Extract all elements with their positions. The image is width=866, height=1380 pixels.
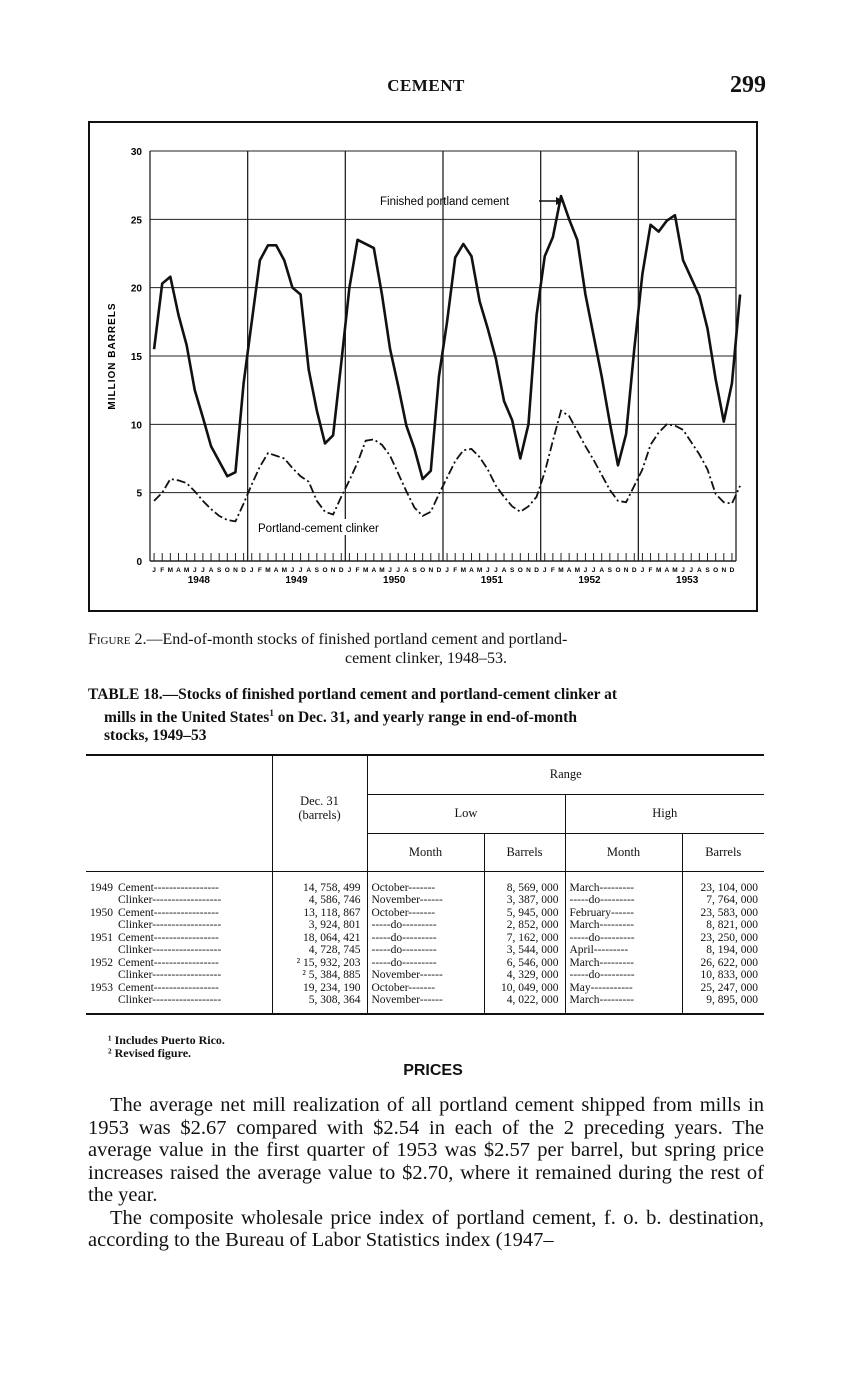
dec31-value: ² 15, 932, 203 (272, 957, 367, 970)
figure-label: Figure (88, 631, 131, 648)
month-tick-label: A (697, 567, 702, 574)
month-tick-label: F (257, 567, 262, 574)
row-year: 1950 (90, 906, 113, 919)
month-tick-label: N (721, 567, 727, 574)
paragraph-2: The composite wholesale price index of portland cement, f. o. b. destination, according to the Bureau of Labor Statistics index (1947– (88, 1206, 764, 1251)
table-title-line2 (88, 704, 764, 727)
low-month: -----do--------- (367, 957, 484, 970)
month-tick-label: J (583, 567, 588, 574)
low-barrels: 5, 945, 000 (484, 907, 565, 920)
month-tick-label: A (599, 567, 605, 574)
row-label (86, 969, 272, 982)
stocks-line-chart (90, 123, 756, 610)
paragraph-1: The average net mill realization of all portland cement shipped from mills in 1953 was $2.67 compared with $2.54 in each of the 2 preceding years. The average value in the first quarter of 1953 was $2.57 per barrel, but spring price increases raised the average value to $2.70, where it remained during the rest of the year. (88, 1094, 764, 1206)
leader-dots: ----------------- (153, 881, 219, 894)
table-row (86, 919, 764, 932)
row-year: 1951 (90, 931, 113, 944)
annotation-finished-cement: Finished portland cement (380, 196, 510, 208)
month-tick-label: S (705, 567, 710, 574)
month-tick-label: J (689, 567, 694, 574)
footnote-2: ² Revised figure. (108, 1046, 192, 1060)
running-head (86, 72, 766, 102)
high-month: March--------- (565, 957, 682, 970)
month-tick-label: J (249, 567, 254, 574)
high-barrels-header: Barrels (682, 833, 764, 872)
month-tick-label: M (672, 567, 678, 574)
month-tick-label: O (713, 567, 719, 574)
month-tick-label: J (152, 567, 156, 574)
series-line-clinker (154, 411, 740, 522)
row-label (86, 944, 272, 957)
month-tick-label: N (330, 567, 336, 574)
month-tick-label: F (355, 567, 360, 574)
month-tick-label: A (306, 567, 312, 574)
month-tick-label: N (233, 567, 238, 574)
year-label: 1951 (480, 575, 503, 586)
footnotes (108, 1034, 225, 1060)
month-tick-label: M (362, 567, 369, 574)
low-barrels: 3, 544, 000 (484, 944, 565, 957)
low-month: October------- (367, 882, 484, 895)
month-tick-label: J (681, 567, 685, 574)
leader-dots: ----------------- (153, 981, 219, 994)
row-year: 1952 (90, 956, 113, 969)
row-kind: Clinker (118, 994, 153, 1006)
month-tick-label: A (566, 567, 572, 574)
y-tick-label: 0 (136, 557, 142, 568)
month-tick-label: F (648, 567, 653, 574)
figure-caption-text: 2.—End-of-month stocks of finished portland cement and portland- (130, 631, 568, 648)
month-tick-label: J (388, 567, 392, 574)
dec31-value: 4, 586, 746 (272, 894, 367, 907)
row-kind: Cement (118, 956, 154, 969)
month-tick-label: N (526, 567, 531, 574)
low-month: November------ (367, 894, 484, 907)
year-label: 1953 (676, 575, 699, 586)
month-tick-label: M (167, 567, 174, 574)
high-month: February------ (565, 907, 682, 920)
low-month: October------- (367, 907, 484, 920)
high-barrels: 25, 247, 000 (682, 982, 764, 995)
table-title (88, 686, 764, 745)
month-tick-label: M (265, 567, 271, 574)
stocks-table (86, 754, 764, 1015)
table-title-line2a: mills in the United States (104, 709, 270, 727)
month-tick-label: J (201, 567, 205, 574)
low-barrels: 3, 387, 000 (484, 894, 565, 907)
year-label: 1950 (383, 575, 406, 586)
row-kind: Clinker (118, 919, 153, 931)
low-barrels: 2, 852, 000 (484, 919, 565, 932)
high-month-header: Month (565, 833, 682, 872)
month-tick-label: A (176, 567, 181, 574)
month-tick-label: O (517, 567, 523, 574)
month-tick-label: A (404, 567, 409, 574)
low-month-header: Month (367, 833, 484, 872)
low-barrels-header: Barrels (484, 833, 565, 872)
table-row (86, 907, 764, 920)
footnote-1: ¹ Includes Puerto Rico. (108, 1033, 225, 1047)
dec31-value: 13, 118, 867 (272, 907, 367, 920)
leader-dots: ------------------ (152, 994, 222, 1006)
high-barrels: 10, 833, 000 (682, 969, 764, 982)
month-tick-label: A (469, 567, 474, 574)
leader-dots: ------------------ (152, 894, 222, 906)
month-tick-label: N (428, 567, 434, 574)
month-tick-label: J (347, 567, 352, 574)
high-month: March--------- (565, 882, 682, 895)
dec31-value: 3, 924, 801 (272, 919, 367, 932)
high-month: -----do--------- (565, 932, 682, 945)
row-kind: Clinker (118, 969, 153, 981)
page-number: 299 (730, 72, 766, 98)
high-barrels: 7, 764, 000 (682, 894, 764, 907)
month-tick-label: J (640, 567, 645, 574)
table-row (86, 882, 764, 895)
dec31-value: 5, 308, 364 (272, 994, 367, 1007)
month-tick-label: A (501, 567, 507, 574)
row-year: 1953 (90, 981, 113, 994)
running-head-title: CEMENT (387, 76, 465, 95)
month-tick-label: D (631, 567, 637, 574)
month-tick-label: M (655, 567, 662, 574)
low-month: November------ (367, 969, 484, 982)
month-tick-label: O (615, 567, 621, 574)
month-tick-label: O (224, 567, 230, 574)
dec31-header (272, 794, 367, 872)
month-tick-label: J (591, 567, 596, 574)
y-axis-label: MILLION BARRELS (107, 302, 118, 410)
month-tick-label: S (217, 567, 222, 574)
table-row (86, 994, 764, 1007)
leader-dots: ----------------- (153, 956, 219, 969)
month-tick-label: O (322, 567, 328, 574)
high-month: March--------- (565, 994, 682, 1007)
high-barrels: 23, 250, 000 (682, 932, 764, 945)
high-barrels: 23, 583, 000 (682, 907, 764, 920)
row-kind: Clinker (118, 894, 153, 906)
month-tick-label: N (623, 567, 629, 574)
month-tick-label: J (396, 567, 401, 574)
row-label (86, 882, 272, 895)
month-tick-label: J (298, 567, 303, 574)
table-body (86, 882, 764, 1007)
dec31-value: 4, 728, 745 (272, 944, 367, 957)
leader-dots: ----------------- (153, 931, 219, 944)
low-barrels: 8, 569, 000 (484, 882, 565, 895)
y-tick-label: 15 (130, 352, 142, 363)
dec31-value: ² 5, 384, 885 (272, 969, 367, 982)
month-tick-label: A (371, 567, 377, 574)
month-tick-label: M (574, 567, 581, 574)
month-tick-label: A (664, 567, 670, 574)
y-tick-label: 30 (130, 147, 142, 158)
row-label (86, 919, 272, 932)
low-barrels: 7, 162, 000 (484, 932, 565, 945)
row-label (86, 994, 272, 1007)
high-barrels: 26, 622, 000 (682, 957, 764, 970)
y-tick-label: 10 (130, 420, 142, 432)
high-barrels: 8, 821, 000 (682, 919, 764, 932)
month-tick-label: S (510, 567, 515, 574)
leader-dots: ----------------- (153, 906, 219, 919)
low-month: October------- (367, 982, 484, 995)
row-kind: Cement (118, 881, 154, 894)
table-row (86, 982, 764, 995)
low-month: -----do--------- (367, 919, 484, 932)
table-row (86, 894, 764, 907)
range-header: Range (367, 755, 764, 794)
high-month: March--------- (565, 919, 682, 932)
leader-dots: ------------------ (152, 969, 222, 981)
month-tick-label: F (453, 567, 458, 574)
table-title-note-ref: 1 (269, 708, 274, 718)
body-text (88, 1094, 764, 1252)
dec31-value: 14, 758, 499 (272, 882, 367, 895)
figure-caption (88, 630, 764, 668)
row-kind: Clinker (118, 944, 153, 956)
row-kind: Cement (118, 906, 154, 919)
high-month: May----------- (565, 982, 682, 995)
table-row (86, 957, 764, 970)
low-barrels: 6, 546, 000 (484, 957, 565, 970)
row-kind: Cement (118, 931, 154, 944)
month-tick-label: M (281, 567, 288, 574)
high-header: High (565, 794, 764, 833)
month-tick-label: D (241, 567, 246, 574)
month-tick-label: F (160, 567, 165, 574)
month-tick-label: M (476, 567, 483, 574)
y-tick-label: 5 (136, 488, 142, 500)
low-barrels: 4, 022, 000 (484, 994, 565, 1007)
row-kind: Cement (118, 981, 154, 994)
month-tick-label: M (558, 567, 564, 574)
table-row (86, 932, 764, 945)
month-tick-label: J (485, 567, 490, 574)
month-tick-label: S (607, 567, 613, 574)
dec31-header-label: Dec. 31 (300, 794, 339, 808)
month-tick-label: S (412, 567, 417, 574)
series-line-finished-cement (154, 196, 740, 479)
table-title-line1: TABLE 18.—Stocks of finished portland cement and portland-cement clinker at (88, 686, 618, 703)
leader-dots: ------------------ (152, 944, 222, 956)
month-tick-label: J (542, 567, 547, 574)
month-tick-label: O (420, 567, 426, 574)
month-tick-label: J (494, 567, 498, 574)
month-tick-label: M (379, 567, 385, 574)
month-tick-label: J (290, 567, 295, 574)
month-tick-label: D (729, 567, 735, 574)
month-tick-label: M (460, 567, 467, 574)
month-tick-label: A (273, 567, 279, 574)
dec31-value: 18, 064, 421 (272, 932, 367, 945)
low-month: November------ (367, 994, 484, 1007)
annotation-clinker: Portland-cement clinker (258, 523, 379, 535)
month-tick-label: D (436, 567, 442, 574)
month-tick-label: D (338, 567, 344, 574)
figure-2-chart (88, 121, 758, 612)
month-tick-label: J (445, 567, 449, 574)
y-tick-label: 25 (130, 215, 142, 227)
dec31-header-unit: (barrels) (298, 808, 341, 822)
month-tick-label: F (550, 567, 555, 574)
row-year: 1949 (90, 881, 113, 894)
high-barrels: 8, 194, 000 (682, 944, 764, 957)
month-tick-label: D (534, 567, 539, 574)
high-barrels: 9, 895, 000 (682, 994, 764, 1007)
section-heading: PRICES (403, 1062, 463, 1079)
y-tick-label: 20 (130, 283, 142, 295)
table-title-line2b: on Dec. 31, and yearly range in end-of-month (273, 709, 577, 727)
table-row (86, 944, 764, 957)
low-month: -----do--------- (367, 932, 484, 945)
high-month: April--------- (565, 944, 682, 957)
leader-dots: ------------------ (152, 919, 222, 931)
row-label (86, 982, 272, 995)
month-tick-label: J (192, 567, 197, 574)
figure-caption-line2: cement clinker, 1948–53. (345, 650, 507, 667)
high-month: -----do--------- (565, 969, 682, 982)
row-label (86, 894, 272, 907)
year-label: 1949 (285, 575, 308, 586)
low-header: Low (367, 794, 565, 833)
year-label: 1948 (187, 575, 210, 586)
low-barrels: 4, 329, 000 (484, 969, 565, 982)
table-title-line3: stocks, 1949–53 (104, 727, 207, 745)
month-tick-label: M (183, 567, 190, 574)
row-label (86, 907, 272, 920)
table-row (86, 969, 764, 982)
low-barrels: 10, 049, 000 (484, 982, 565, 995)
high-month: -----do--------- (565, 894, 682, 907)
month-tick-label: S (314, 567, 320, 574)
row-label (86, 957, 272, 970)
high-barrels: 23, 104, 000 (682, 882, 764, 895)
row-label (86, 932, 272, 945)
low-month: -----do--------- (367, 944, 484, 957)
month-tick-label: A (208, 567, 214, 574)
year-label: 1952 (578, 575, 601, 586)
dec31-value: 19, 234, 190 (272, 982, 367, 995)
